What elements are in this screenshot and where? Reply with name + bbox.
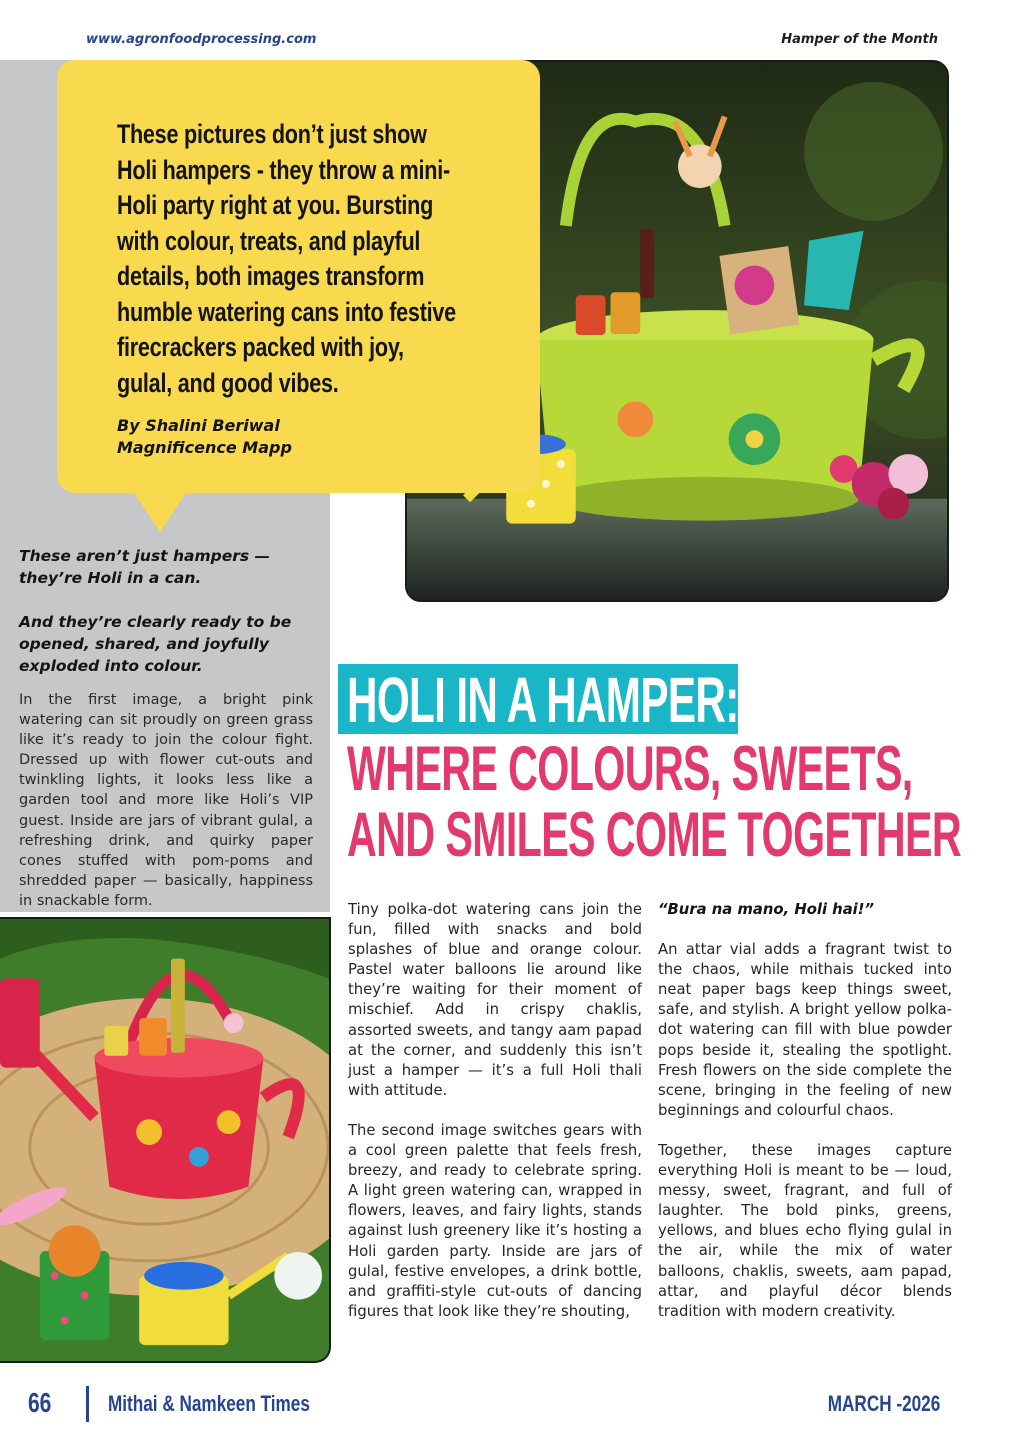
site-url[interactable]: www.agronfoodprocessing.com — [86, 32, 317, 47]
headline-line-3: AND SMILES COME TOGETHER — [347, 800, 962, 870]
pull-quote: “Bura na mano, Holi hai!” — [658, 901, 875, 918]
article-column-1 — [348, 900, 642, 1322]
sidebar-lead-line-1: These aren’t just hampers — they’re Holi in a can. — [19, 547, 270, 587]
section-tag: Hamper of the Month — [781, 32, 938, 47]
intro-quote: These pictures don’t just show Holi hampers - they throw a mini-Holi party right at you. Bursting with colour, treats, and playful details, both images transform humble watering cans into festive firecrackers packed with joy, gulal, and good vibes. — [117, 119, 456, 398]
footer-divider — [86, 1386, 89, 1422]
sidebar-lead — [19, 545, 315, 677]
byline-author: By Shalini Beriwal — [117, 416, 280, 435]
headline-line-2: WHERE COLOURS, SWEETS, — [347, 734, 913, 804]
sidebar-body: In the first image, a bright pink watering can sit proudly on green grass like it’s ready to join the colour fight. Dressed up with flower cut-outs and twinkling lights, it looks less like a garden tool and more like Holi’s VIP guest. Inside are jars of vibrant gulal, a refreshing drink, and quirky paper cones stuffed with pom-poms and shredded paper — basically, happiness in snackable form. — [19, 692, 313, 909]
article-column-2 — [658, 900, 952, 1322]
article-paragraph: Together, these images capture everything Holi is meant to be — loud, messy, sweet, fragrant, and full of laughter. The bold pinks, greens, yellows, and blues echo flying gulal in the air, while the mix of water balloons, chaklis, sweets, aam papad, attar, and playful décor blends tradition with modern creativity. — [658, 1141, 952, 1320]
intro-callout — [57, 60, 540, 493]
sidebar-lead-line-2: And they’re clearly ready to be opened, shared, and joyfully exploded into colour. — [19, 613, 292, 675]
page-number: 66 — [28, 1387, 52, 1418]
headline-line-1: HOLI IN A HAMPER: — [347, 664, 739, 736]
article-paragraph: The second image switches gears with a cool green palette that feels fresh, breezy, and ready to celebrate spring. A light green watering can, wrapped in flowers, leaves, and fairy lights, stands against lush greenery like it’s hosting a Holi garden party. Inside are jars of gulal, festive envelopes, a drink bottle, and graffiti-style cut-outs of dancing figures that look like they’re shouting, — [348, 1121, 642, 1320]
pink-hamper-photo — [0, 917, 331, 1363]
magazine-title: Mithai & Namkeen Times — [108, 1391, 310, 1416]
article-paragraph: An attar vial adds a fragrant twist to the chaos, while mithais tucked into neat paper bags keep things sweet, safe, and stylish. A bright yellow polka-dot watering can fill with blue powder pops beside it, stealing the spotlight. Fresh flowers on the side complete the scene, bringing in the feeling of new beginnings and colourful chaos. — [658, 941, 952, 1119]
issue-date: MARCH -2026 — [827, 1391, 940, 1416]
byline-organization: Magnificence Mapp — [117, 438, 292, 457]
byline — [117, 415, 500, 459]
callout-pointer — [132, 490, 188, 532]
article-paragraph: Tiny polka-dot watering cans join the fun, filled with snacks and bold splashes of blue and orange colour. Pastel water balloons lie around like they’re waiting for their moment of mischief. Add in crispy chaklis, assorted sweets, and tangy aam papad at the corner, and suddenly this isn’t just a hamper — it’s a full Holi thali with attitude. — [348, 901, 642, 1099]
